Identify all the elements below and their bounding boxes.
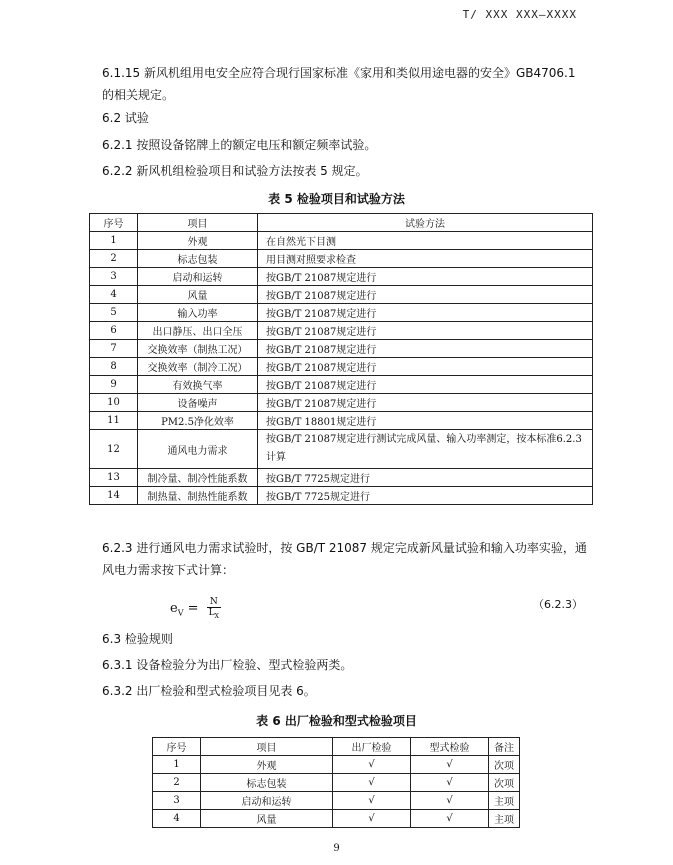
table-row [90,268,593,286]
cell-no: 8 [90,358,138,376]
cell-no: 12 [90,430,138,469]
cell-factory-inspection: √ [333,810,411,828]
col-header-remark: 备注 [489,738,520,756]
table-header-row [153,738,520,756]
cell-no: 1 [90,232,138,250]
cell-no: 10 [90,394,138,412]
cell-no: 9 [90,376,138,394]
formula-denominator-subscript: X [214,612,219,620]
cell-type-inspection: √ [411,774,489,792]
cell-method: 在自然光下目测 [258,232,593,250]
cell-method: 按GB/T 21087规定进行测试完成风量、输入功率测定，按本标准6.2.3计算 [258,430,593,469]
cell-no: 1 [153,756,201,774]
cell-factory-inspection: √ [333,756,411,774]
col-header-method: 试验方法 [258,214,593,232]
cell-item: 标志包装 [138,250,258,268]
cell-method: 按GB/T 21087规定进行 [258,304,593,322]
cell-item: 输入功率 [138,304,258,322]
formula-equals: = [187,600,199,616]
section-heading-6-2: 6.2 试验 [102,111,149,125]
cell-item: 交换效率（制冷工况） [138,358,258,376]
section-heading-6-3: 6.3 检验规则 [102,632,173,646]
table-row [90,469,593,487]
cell-type-inspection: √ [411,792,489,810]
clause-6-1-15: 6.1.15 新风机组用电安全应符合现行国家标准《家用和类似用途电器的安全》GB4706.1 的相关规定。 [102,66,576,102]
cell-method: 按GB/T 21087规定进行 [258,358,593,376]
cell-item: 外观 [201,756,333,774]
page-number: 9 [333,843,340,854]
cell-remark: 主项 [489,792,520,810]
table6 [152,737,520,828]
formula-lhs: e [170,600,178,616]
cell-remark: 次项 [489,756,520,774]
cell-method: 按GB/T 7725规定进行 [258,469,593,487]
table-header-row [90,214,593,232]
clause-6-3-1: 6.3.1 设备检验分为出厂检验、型式检验两类。 [102,658,353,672]
cell-method: 按GB/T 21087规定进行 [258,286,593,304]
col-header-no: 序号 [153,738,201,756]
cell-remark: 主项 [489,810,520,828]
col-header-type-inspection: 型式检验 [411,738,489,756]
cell-type-inspection: √ [411,756,489,774]
table-row [90,487,593,505]
cell-no: 4 [90,286,138,304]
cell-item: 启动和运转 [201,792,333,810]
cell-method: 按GB/T 7725规定进行 [258,487,593,505]
cell-item: 外观 [138,232,258,250]
cell-method: 按GB/T 21087规定进行 [258,340,593,358]
cell-no: 3 [90,268,138,286]
col-header-no: 序号 [90,214,138,232]
cell-no: 2 [90,250,138,268]
table-row [90,358,593,376]
cell-item: 风量 [138,286,258,304]
cell-method: 按GB/T 18801规定进行 [258,412,593,430]
table-row [153,756,520,774]
cell-item: 通风电力需求 [138,430,258,469]
cell-no: 6 [90,322,138,340]
standard-number: T/ XXX XXX—XXXX [462,8,577,21]
cell-factory-inspection: √ [333,774,411,792]
cell-method: 按GB/T 21087规定进行 [258,268,593,286]
cell-item: 出口静压、出口全压 [138,322,258,340]
cell-item: 有效换气率 [138,376,258,394]
cell-type-inspection: √ [411,810,489,828]
table-row [153,792,520,810]
table6-caption: 表 6 出厂检验和型式检验项目 [256,714,417,728]
cell-no: 3 [153,792,201,810]
cell-item: 设备噪声 [138,394,258,412]
cell-item: PM2.5净化效率 [138,412,258,430]
clause-6-2-1: 6.2.1 按照设备铭牌上的额定电压和额定频率试验。 [102,138,377,152]
cell-item: 标志包装 [201,774,333,792]
table-row [90,322,593,340]
col-header-factory-inspection: 出厂检验 [333,738,411,756]
formula-fraction [207,597,221,620]
clause-6-2-3: 6.2.3 进行通风电力需求试验时，按 GB/T 21087 规定完成新风量试验和输入功率实验，通风电力需求按下式计算： [102,541,587,577]
cell-no: 13 [90,469,138,487]
cell-method: 用目测对照要求检查 [258,250,593,268]
cell-no: 11 [90,412,138,430]
col-header-item: 项目 [201,738,333,756]
table-row [90,394,593,412]
formula-lhs-subscript: V [177,608,184,618]
table-row [90,232,593,250]
table-row [90,286,593,304]
formula-number: （6.2.3） [533,598,583,611]
cell-item: 启动和运转 [138,268,258,286]
cell-method: 按GB/T 21087规定进行 [258,394,593,412]
cell-item: 风量 [201,810,333,828]
table-row [90,412,593,430]
cell-item: 制冷量、制冷性能系数 [138,469,258,487]
table-row [90,250,593,268]
cell-no: 14 [90,487,138,505]
table-row [90,340,593,358]
table-row [153,810,520,828]
table-row [90,304,593,322]
table-row [153,774,520,792]
cell-remark: 次项 [489,774,520,792]
cell-factory-inspection: √ [333,792,411,810]
cell-item: 交换效率（制热工况） [138,340,258,358]
cell-no: 5 [90,304,138,322]
cell-no: 4 [153,810,201,828]
cell-method: 按GB/T 21087规定进行 [258,322,593,340]
clause-6-3-2: 6.3.2 出厂检验和型式检验项目见表 6。 [102,684,316,698]
formula-denominator: $L_X$ [208,608,219,620]
clause-6-2-2: 6.2.2 新风机组检验项目和试验方法按表 5 规定。 [102,164,368,178]
formula-numerator: N [207,597,221,608]
table-row [90,376,593,394]
formula-ev [170,597,221,620]
cell-method: 按GB/T 21087规定进行 [258,376,593,394]
cell-no: 7 [90,340,138,358]
cell-item: 制热量、制热性能系数 [138,487,258,505]
table5-caption: 表 5 检验项目和试验方法 [268,192,405,206]
table-row [90,430,593,469]
cell-no: 2 [153,774,201,792]
table5 [89,213,593,505]
col-header-item: 项目 [138,214,258,232]
